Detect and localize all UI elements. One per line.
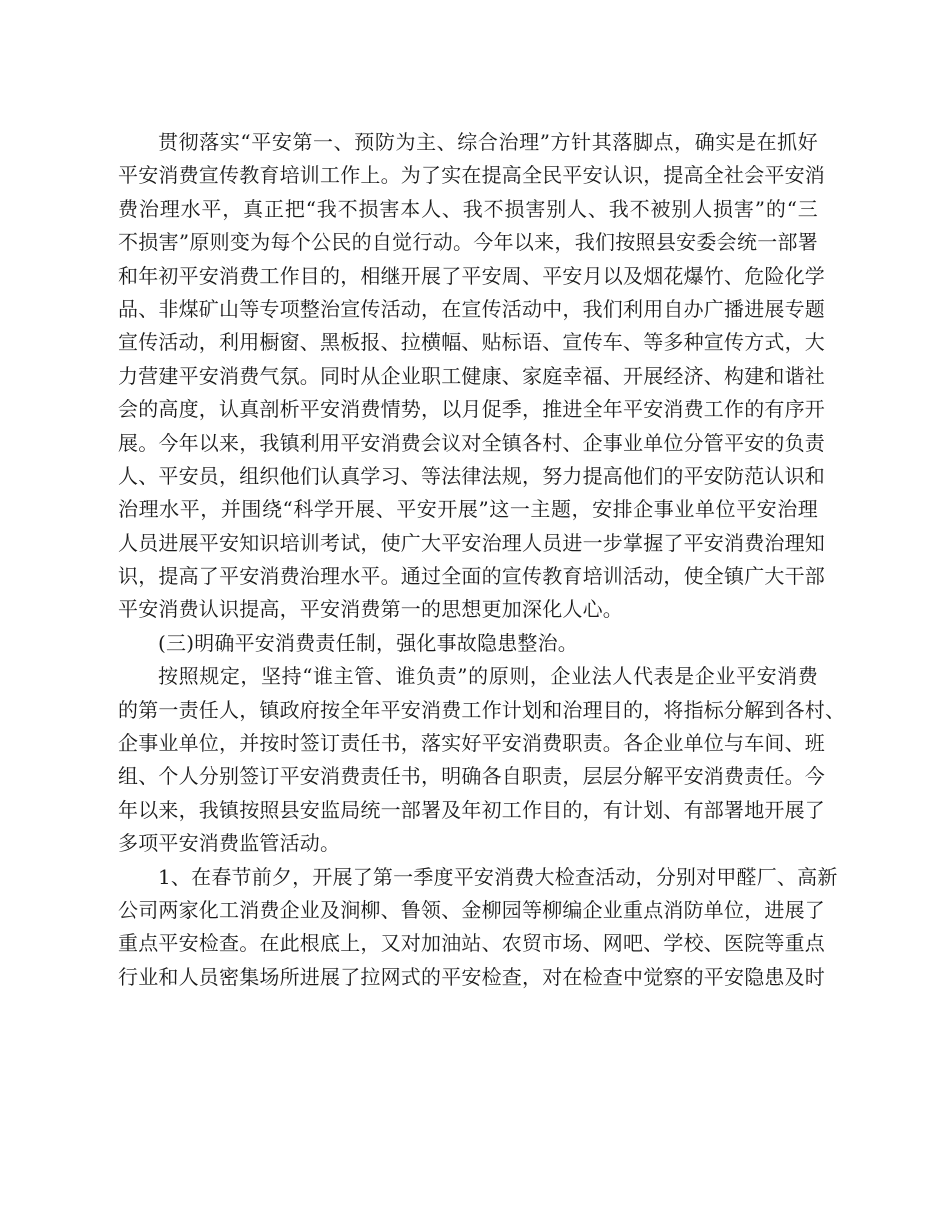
paragraph-line: 重点平安检查。在此根底上，又对加油站、农贸市场、网吧、学校、医院等重点	[118, 931, 825, 956]
paragraph-line: 组、个人分别签订平安消费责任书，明确各自职责，层层分解平安消费责任。今	[118, 764, 825, 789]
paragraph-line: 宣传活动，利用橱窗、黑板报、拉横幅、贴标语、宣传车、等多种宣传方式，大	[118, 330, 825, 355]
paragraph-line: 多项平安消费监管活动。	[118, 831, 341, 856]
paragraph-line: 行业和人员密集场所进展了拉网式的平安检查，对在检查中觉察的平安隐患及时	[118, 964, 825, 989]
paragraph-line: 费治理水平，真正把“我不损害本人、我不损害别人、我不被别人损害”的“三	[118, 196, 818, 221]
paragraph-line: 人、平安员，组织他们认真学习、等法律法规，努力提高他们的平安防范认识和	[118, 463, 825, 488]
paragraph-line: 公司两家化工消费企业及涧柳、鲁领、金柳园等柳编企业重点消防单位，进展了	[118, 897, 825, 922]
paragraph-line: 力营建平安消费气氛。同时从企业职工健康、家庭幸福、开展经济、构建和谐社	[118, 363, 825, 388]
paragraph-line: 企事业单位，并按时签订责任书，落实好平安消费职责。各企业单位与车间、班	[118, 731, 825, 756]
section-heading: (三)明确平安消费责任制，强化事故隐患整治。	[158, 630, 579, 655]
paragraph-line: 治理水平，并围绕“科学开展、平安开展”这一主题，安排企事业单位平安治理	[118, 497, 818, 522]
paragraph-line: 年以来，我镇按照县安监局统一部署及年初工作目的，有计划、有部署地开展了	[118, 797, 825, 822]
document-body	[118, 126, 846, 994]
paragraph-line: 识，提高了平安消费治理水平。通过全面的宣传教育培训活动，使全镇广大干部	[118, 564, 825, 589]
paragraph-line: 贯彻落实“平安第一、预防为主、综合治理”方针其落脚点，确实是在抓好	[158, 130, 818, 154]
paragraph-line: 人员进展平安知识培训考试，使广大平安治理人员进一步掌握了平安消费治理知	[118, 530, 825, 555]
paragraph-line: 1、在春节前夕，开展了第一季度平安消费大检查活动，分别对甲醛厂、高新	[158, 864, 838, 889]
paragraph-line: 品、非煤矿山等专项整治宣传活动，在宣传活动中，我们利用自办广播进展专题	[118, 296, 825, 321]
paragraph-line: 会的高度，认真剖析平安消费情势，以月促季，推进全年平安消费工作的有序开	[118, 397, 825, 422]
paragraph-line: 平安消费认识提高，平安消费第一的思想更加深化人心。	[118, 597, 623, 622]
paragraph-line: 按照规定，坚持“谁主管、谁负责”的原则，企业法人代表是企业平安消费	[158, 664, 818, 689]
paragraph-line: 的第一责任人，镇政府按全年平安消费工作计划和治理目的，将指标分解到各村、	[118, 697, 846, 722]
paragraph-line: 和年初平安消费工作目的，相继开展了平安周、平安月以及烟花爆竹、危险化学	[118, 263, 825, 288]
paragraph-line: 不损害”原则变为每个公民的自觉行动。今年以来，我们按照县安委会统一部署	[118, 230, 818, 255]
paragraph-line: 平安消费宣传教育培训工作上。为了实在提高全民平安认识，提高全社会平安消	[118, 163, 825, 188]
paragraph-line: 展。今年以来，我镇利用平安消费会议对全镇各村、企事业单位分管平安的负责	[118, 430, 825, 455]
